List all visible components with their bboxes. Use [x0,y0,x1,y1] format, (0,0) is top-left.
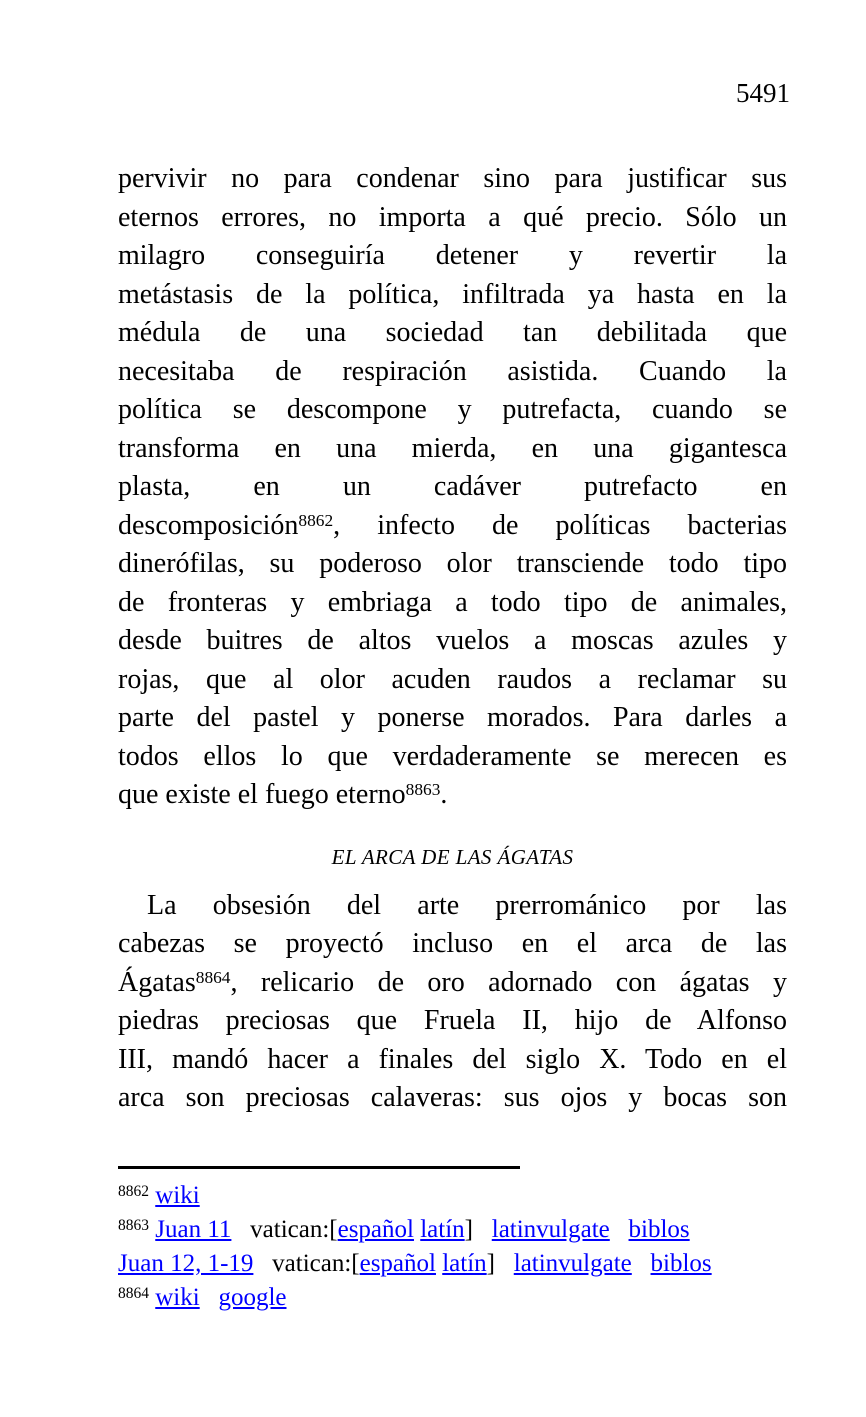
text-line [118,507,787,546]
page-number: 5491 [736,78,790,108]
footnote-link[interactable]: latín [420,1216,465,1243]
text-run: necesitaba de respiración asistida. Cuando la [118,355,787,387]
footnote-link[interactable]: wiki [155,1182,200,1209]
text-line [118,1213,787,1247]
text-run: vatican:[ [231,1216,338,1243]
text-run: eternos errores, no importa a qué precio. Sólo un [118,201,787,233]
text-run: plasta, en un cadáver putrefacto en [118,471,787,502]
text-line [118,738,787,777]
footnote-lines [118,1179,787,1315]
text-line [118,276,787,315]
footnote-link[interactable]: biblos [628,1216,690,1243]
text-line [118,776,787,815]
text-line [118,622,787,661]
text-run: de fronteras y embriaga a todo tipo de animales, [118,586,787,618]
text-run: política se descompone y putrefacta, cuando se [118,394,787,425]
footnote-link[interactable]: latinvulgate [491,1216,610,1243]
text-run: médula de una sociedad tan debilitada que [118,317,787,348]
text-run: arca son preciosas calaveras: sus ojos y bocas son [118,1082,787,1113]
text-run: pervivir no para condenar sino para justificar sus [118,163,787,194]
text-run: vatican:[ [253,1250,360,1277]
text-line [118,1281,787,1315]
text-line [118,661,787,700]
text-line [118,353,787,392]
paragraph [118,887,787,1118]
footnote-separator [118,1166,520,1169]
text-line [118,964,787,1003]
text-run: desde buitres de altos vuelos a moscas azules y [118,625,787,656]
text-run: , relicario de oro adornado con ágatas y [230,966,787,998]
text-run: todos ellos lo que verdaderamente se merecen es [118,740,787,772]
text-run: piedras preciosas que Fruela II, hijo de Alfonso [118,1005,787,1036]
footnote-marker: 8863 [118,1217,149,1235]
text-line [118,887,787,926]
paragraph [118,160,787,815]
text-run: parte del pastel y ponerse morados. Para darles a [118,702,787,733]
text-run: dinerófilas, su poderoso olor transciende todo tipo [118,548,787,579]
text-run: metástasis de la política, infiltrada ya hasta en la [118,278,787,310]
text-line [118,1247,787,1281]
footnote-link[interactable]: Juan 11 [155,1216,232,1243]
text-run: ] [464,1216,492,1243]
text-line [118,314,787,353]
footnote-link[interactable]: biblos [650,1250,712,1277]
text-line [118,925,787,964]
text-line [118,699,787,738]
footnote-ref: 8864 [195,967,231,987]
text-line [118,584,787,623]
text-line [118,430,787,469]
text-run: que existe el fuego eterno [118,779,406,810]
footnote-link[interactable]: español [359,1250,436,1277]
text-run: , infecto de políticas bacterias [333,509,787,541]
text-run: . [440,779,448,810]
text-column [118,160,787,1118]
footnote-link[interactable]: wiki [155,1284,200,1311]
footnote-marker: 8862 [118,1183,149,1201]
text-run: ] [486,1250,514,1277]
text-line [118,545,787,584]
text-run: descomposición [118,509,299,541]
text-run: La obsesión del arte prerrománico por las [147,889,787,921]
text-line [118,199,787,238]
text-run: transforma en una mierda, en una gigantesca [118,432,787,464]
text-line [118,1041,787,1080]
text-run: III, mandó hacer a finales del siglo X. Todo en el [118,1043,787,1075]
footnote-link[interactable]: español [337,1216,414,1243]
text-line [118,1079,787,1118]
footnote-link[interactable]: latinvulgate [513,1250,632,1277]
text-line [118,160,787,199]
footnote-marker: 8864 [118,1285,149,1303]
footnote-link[interactable]: latín [442,1250,487,1277]
footnotes-block [118,1166,787,1315]
text-run [632,1250,651,1277]
text-run [610,1216,629,1243]
text-line [118,1002,787,1041]
text-run [200,1284,219,1311]
footnote-ref: 8862 [298,510,334,530]
text-line [118,1179,787,1213]
section-heading: EL ARCA DE LAS ÁGATAS [331,844,574,869]
footnote-ref: 8863 [405,780,441,800]
text-line [118,237,787,276]
text-run: rojas, que al olor acuden raudos a reclamar su [118,663,787,695]
footnote-link[interactable]: google [218,1284,287,1311]
text-line [118,468,787,507]
text-line [118,391,787,430]
text-run: cabezas se proyectó incluso en el arca de las [118,928,787,959]
text-run: milagro conseguiría detener y revertir la [118,240,787,271]
footnote-link[interactable]: Juan 12, 1-19 [118,1250,254,1277]
text-run: Ágatas [118,966,196,998]
